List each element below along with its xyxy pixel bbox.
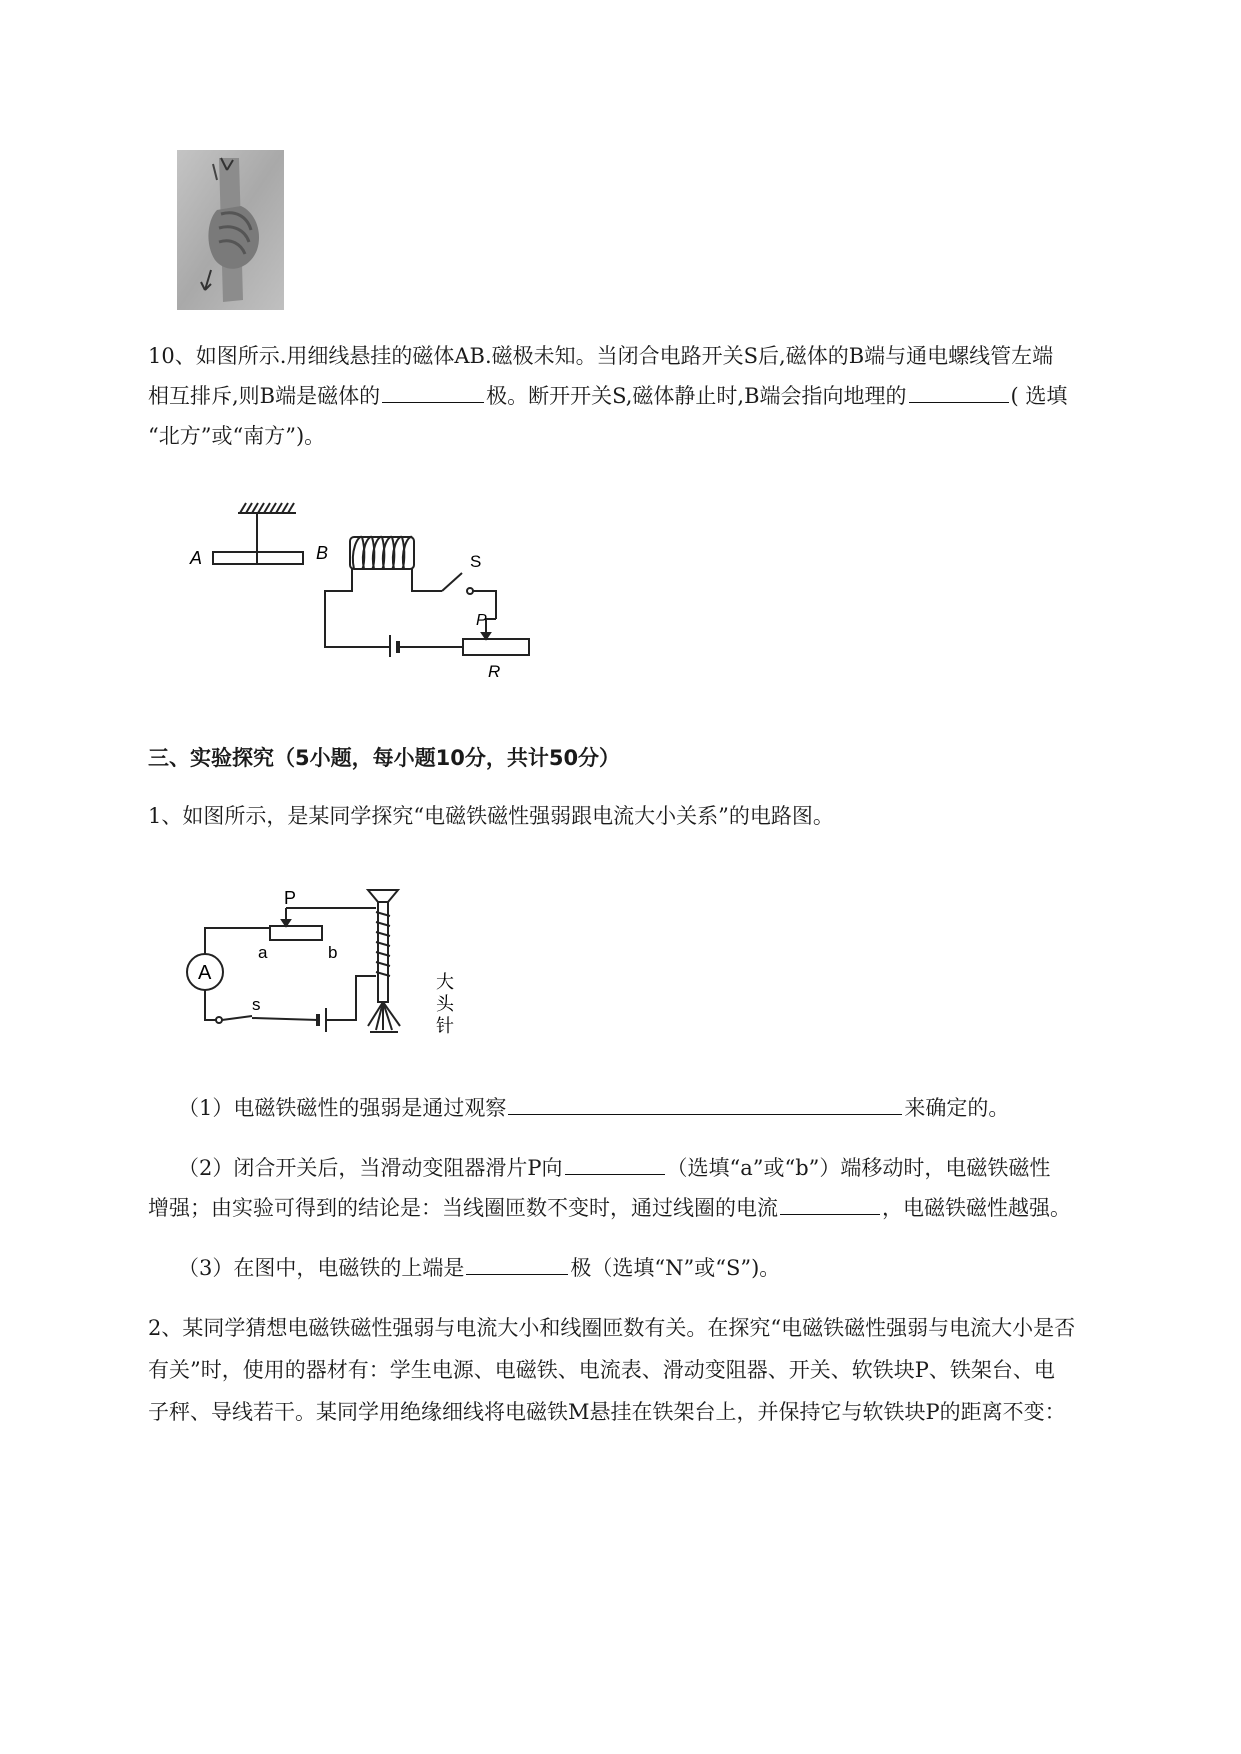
q1-blank-direction[interactable] bbox=[565, 1173, 665, 1175]
q1-blank-pole[interactable] bbox=[466, 1273, 568, 1275]
label-end-b: b bbox=[328, 943, 338, 962]
rheostat bbox=[463, 639, 529, 655]
label-slider-p: P bbox=[476, 612, 487, 629]
q1-sub2-c: 增强；由实验可得到的结论是：当线圈匝数不变时，通过线圈的电流 bbox=[148, 1196, 778, 1220]
q1-sub3-a: （3）在图中，电磁铁的上端是 bbox=[178, 1256, 465, 1280]
right-hand-rule-photo bbox=[177, 150, 284, 310]
q1-sub1-a: （1）电磁铁磁性的强弱是通过观察 bbox=[178, 1096, 507, 1120]
switch-blade[interactable] bbox=[442, 573, 462, 591]
switch-contact bbox=[467, 588, 473, 594]
label-switch-s: S bbox=[470, 552, 482, 571]
switch-blade[interactable] bbox=[222, 1016, 252, 1020]
q1-sub2-d: ，电磁铁磁性越强。 bbox=[882, 1196, 1071, 1220]
pins-cluster bbox=[368, 1002, 400, 1032]
rheostat bbox=[270, 926, 322, 940]
q10-line2-b: 极。断开开关S,磁体静止时,B端会指向地理的 bbox=[486, 384, 907, 408]
wire-switch-battery bbox=[252, 1018, 318, 1020]
solenoid bbox=[350, 537, 414, 569]
q10-line2-a: 相互排斥,则B端是磁体的 bbox=[148, 384, 381, 408]
q1-sub2-line1 bbox=[178, 1148, 1158, 1188]
q2-line1: 2、某同学猜想电磁铁磁性强弱与电流大小和线圈匝数有关。在探究“电磁铁磁性强弱与电流大小是否 bbox=[148, 1316, 1076, 1340]
electromagnet-head bbox=[368, 890, 398, 902]
q10-blank-direction[interactable] bbox=[909, 401, 1009, 403]
q1-circuit-diagram bbox=[180, 880, 480, 1045]
wire-to-switch bbox=[412, 569, 442, 591]
q10-circuit-diagram bbox=[180, 495, 540, 685]
label-rheostat-r: R bbox=[488, 662, 501, 681]
label-switch-s: s bbox=[252, 995, 261, 1014]
switch-contact bbox=[216, 1017, 222, 1023]
q1-sub3 bbox=[178, 1248, 1178, 1288]
q10-blank-pole[interactable] bbox=[382, 401, 484, 403]
label-pins-3: 针 bbox=[436, 1016, 454, 1036]
wire-left bbox=[325, 569, 390, 647]
wire-bottom-left bbox=[205, 990, 216, 1020]
q10-line3: “北方”或“南方”)。 bbox=[148, 424, 326, 448]
q1-intro: 1、如图所示，是某同学探究“电磁铁磁性强弱跟电流大小关系”的电路图。 bbox=[148, 804, 834, 828]
q10-line2-c: ( 选填 bbox=[1010, 384, 1068, 408]
q2-line2: 有关”时，使用的器材有：学生电源、电磁铁、电流表、滑动变阻器、开关、软铁块P、铁架台、电 bbox=[148, 1358, 1055, 1382]
label-ammeter: A bbox=[198, 962, 212, 984]
label-pins-1: 大 bbox=[436, 972, 454, 992]
label-slider-p: P bbox=[284, 888, 297, 908]
q1-sub2-b: （选填“a”或“b”）端移动时，电磁铁磁性 bbox=[666, 1156, 1051, 1180]
q10-line2 bbox=[148, 376, 1148, 416]
ceiling-hatch bbox=[240, 503, 294, 513]
q10-line1: 10、如图所示.用细线悬挂的磁体AB.磁极未知。当闭合电路开关S后,磁体的B端与通电螺线管左端 bbox=[148, 344, 1054, 368]
q1-sub2-line2 bbox=[148, 1188, 1148, 1228]
label-a: A bbox=[190, 548, 203, 568]
q1-blank-observe[interactable] bbox=[508, 1113, 902, 1115]
label-b: B bbox=[316, 543, 329, 563]
q1-blank-current[interactable] bbox=[780, 1213, 880, 1215]
label-pins-2: 头 bbox=[436, 994, 454, 1014]
q1-sub3-b: 极（选填“N”或“S”)。 bbox=[570, 1256, 781, 1280]
q1-sub1-b: 来确定的。 bbox=[904, 1096, 1010, 1120]
q1-sub2-a: （2）闭合开关后，当滑动变阻器滑片P向 bbox=[178, 1156, 563, 1180]
wire-coil-battery bbox=[326, 976, 376, 1020]
label-end-a: a bbox=[258, 943, 268, 962]
q2-line3: 子秤、导线若干。某同学用绝缘细线将电磁铁M悬挂在铁架台上，并保持它与软铁块P的距离不变： bbox=[148, 1400, 1066, 1424]
q1-sub1 bbox=[178, 1088, 1178, 1128]
section3-heading: 三、实验探究（5小题，每小题10分，共计50分） bbox=[148, 746, 621, 770]
